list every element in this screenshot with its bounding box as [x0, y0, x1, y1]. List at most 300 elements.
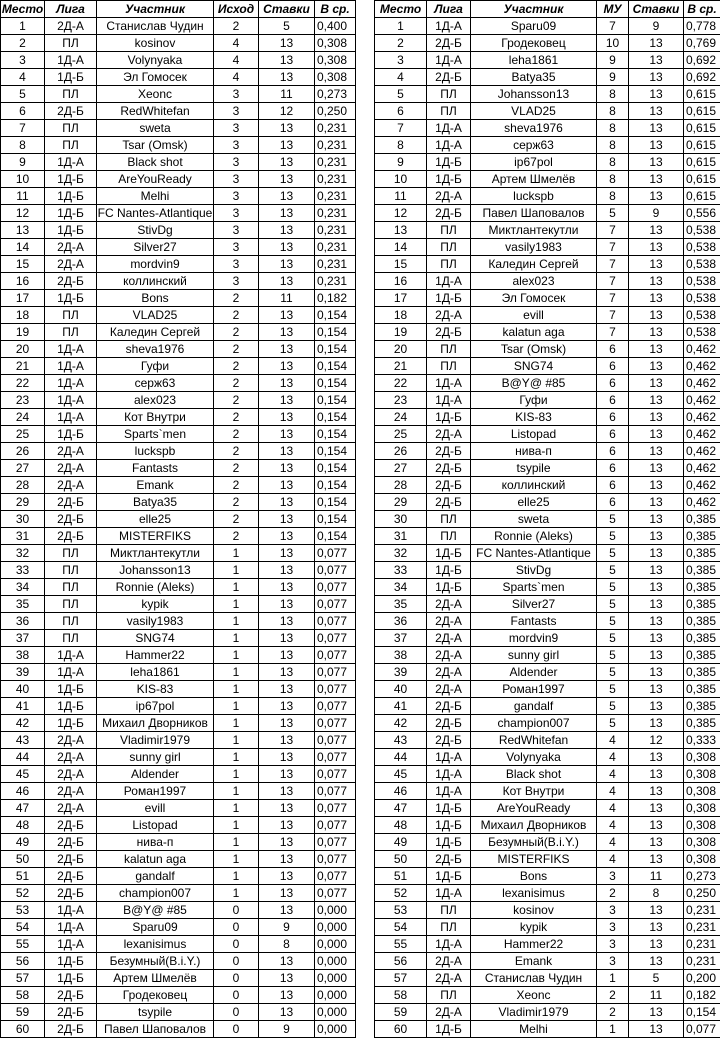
left-cell-league: ПЛ [45, 86, 97, 103]
left-cell-result: 1 [214, 596, 259, 613]
left-cell-average: 0,077 [315, 783, 356, 800]
left-cell-participant: Aldender [97, 766, 214, 783]
right-cell-average: 0,385 [684, 681, 720, 698]
left-cell-result: 3 [214, 154, 259, 171]
right-table-header-row [375, 1, 720, 18]
right-cell-participant: Миктлантекутли [471, 222, 597, 239]
left-cell-participant: Гродековец [97, 987, 214, 1004]
right-header-place: Место [375, 1, 427, 18]
left-cell-average: 0,250 [315, 103, 356, 120]
left-cell-bets: 13 [259, 409, 315, 426]
right-cell-participant: FC Nantes-Atlantique [471, 545, 597, 562]
left-cell-league: 2Д-Б [45, 1021, 97, 1038]
left-cell-average: 0,154 [315, 341, 356, 358]
left-cell-bets: 13 [259, 154, 315, 171]
right-cell-result: 8 [597, 103, 629, 120]
right-cell-league: 2Д-А [427, 613, 471, 630]
left-cell-result: 1 [214, 545, 259, 562]
left-cell-result: 4 [214, 69, 259, 86]
left-cell-participant: vasily1983 [97, 613, 214, 630]
left-cell-place: 46 [1, 783, 45, 800]
left-cell-average: 0,154 [315, 477, 356, 494]
right-cell-place: 50 [375, 851, 427, 868]
left-cell-result: 1 [214, 885, 259, 902]
right-cell-league: 1Д-Б [427, 545, 471, 562]
table-row [375, 715, 720, 732]
table-row [375, 443, 720, 460]
left-cell-average: 0,231 [315, 222, 356, 239]
left-cell-place: 41 [1, 698, 45, 715]
right-cell-place: 12 [375, 205, 427, 222]
right-cell-bets: 13 [629, 69, 684, 86]
right-cell-average: 0,615 [684, 154, 720, 171]
right-cell-result: 8 [597, 154, 629, 171]
left-cell-average: 0,077 [315, 868, 356, 885]
right-cell-result: 1 [597, 1021, 629, 1038]
left-cell-place: 3 [1, 52, 45, 69]
table-row [1, 35, 356, 52]
right-cell-bets: 12 [629, 732, 684, 749]
right-cell-place: 24 [375, 409, 427, 426]
left-cell-average: 0,154 [315, 409, 356, 426]
right-cell-participant: kalatun aga [471, 324, 597, 341]
right-cell-result: 7 [597, 307, 629, 324]
right-cell-result: 5 [597, 596, 629, 613]
left-cell-place: 17 [1, 290, 45, 307]
right-cell-result: 3 [597, 902, 629, 919]
right-cell-place: 46 [375, 783, 427, 800]
right-cell-participant: lexanisimus [471, 885, 597, 902]
left-cell-bets: 9 [259, 1021, 315, 1038]
left-table-header-row [1, 1, 356, 18]
right-cell-average: 0,231 [684, 919, 720, 936]
left-cell-result: 3 [214, 205, 259, 222]
right-cell-bets: 9 [629, 205, 684, 222]
left-cell-participant: KIS-83 [97, 681, 214, 698]
left-cell-average: 0,077 [315, 613, 356, 630]
left-cell-participant: sweta [97, 120, 214, 137]
left-cell-bets: 13 [259, 171, 315, 188]
right-cell-average: 0,308 [684, 834, 720, 851]
left-cell-bets: 13 [259, 392, 315, 409]
left-cell-result: 1 [214, 681, 259, 698]
left-cell-result: 0 [214, 970, 259, 987]
right-cell-bets: 13 [629, 766, 684, 783]
left-header-participant: Участник [97, 1, 214, 18]
right-cell-average: 0,769 [684, 35, 720, 52]
left-cell-league: ПЛ [45, 35, 97, 52]
left-cell-bets: 13 [259, 69, 315, 86]
left-cell-bets: 13 [259, 545, 315, 562]
right-cell-bets: 13 [629, 120, 684, 137]
table-row [375, 256, 720, 273]
right-cell-average: 0,182 [684, 987, 720, 1004]
right-cell-bets: 13 [629, 630, 684, 647]
left-cell-place: 19 [1, 324, 45, 341]
left-cell-place: 16 [1, 273, 45, 290]
left-cell-result: 2 [214, 375, 259, 392]
right-cell-league: ПЛ [427, 103, 471, 120]
right-cell-result: 3 [597, 936, 629, 953]
table-row [1, 154, 356, 171]
left-cell-bets: 13 [259, 324, 315, 341]
left-cell-bets: 13 [259, 120, 315, 137]
right-cell-bets: 11 [629, 987, 684, 1004]
right-cell-participant: Vladimir1979 [471, 1004, 597, 1021]
right-cell-result: 4 [597, 834, 629, 851]
left-cell-participant: sheva1976 [97, 341, 214, 358]
right-cell-participant: tsypile [471, 460, 597, 477]
left-cell-average: 0,077 [315, 749, 356, 766]
right-cell-place: 21 [375, 358, 427, 375]
table-row [375, 970, 720, 987]
right-cell-average: 0,308 [684, 851, 720, 868]
right-cell-bets: 13 [629, 1021, 684, 1038]
right-cell-bets: 13 [629, 953, 684, 970]
left-cell-league: ПЛ [45, 613, 97, 630]
table-row [1, 987, 356, 1004]
right-cell-league: ПЛ [427, 902, 471, 919]
right-cell-participant: AreYouReady [471, 800, 597, 817]
left-cell-average: 0,231 [315, 239, 356, 256]
left-cell-average: 0,000 [315, 1021, 356, 1038]
left-cell-result: 2 [214, 494, 259, 511]
left-header-average: В ср. [315, 1, 356, 18]
right-cell-bets: 13 [629, 222, 684, 239]
left-cell-league: 1Д-Б [45, 681, 97, 698]
right-cell-participant: Melhi [471, 1021, 597, 1038]
right-cell-result: 5 [597, 205, 629, 222]
table-row [375, 154, 720, 171]
left-cell-average: 0,231 [315, 120, 356, 137]
right-cell-result: 3 [597, 868, 629, 885]
left-cell-average: 0,077 [315, 885, 356, 902]
right-cell-league: ПЛ [427, 256, 471, 273]
left-cell-place: 8 [1, 137, 45, 154]
left-cell-place: 31 [1, 528, 45, 545]
right-cell-league: 2Д-А [427, 953, 471, 970]
left-cell-participant: коллинский [97, 273, 214, 290]
left-cell-average: 0,000 [315, 1004, 356, 1021]
right-cell-place: 28 [375, 477, 427, 494]
left-cell-average: 0,077 [315, 715, 356, 732]
left-cell-result: 1 [214, 664, 259, 681]
right-cell-league: 2Д-Б [427, 443, 471, 460]
right-cell-league: 1Д-А [427, 273, 471, 290]
right-cell-participant: Эл Гомосек [471, 290, 597, 307]
right-cell-league: 1Д-А [427, 749, 471, 766]
right-cell-bets: 13 [629, 919, 684, 936]
left-cell-result: 3 [214, 239, 259, 256]
left-cell-league: ПЛ [45, 545, 97, 562]
right-cell-average: 0,538 [684, 290, 720, 307]
right-cell-participant: Aldender [471, 664, 597, 681]
right-cell-participant: Fantasts [471, 613, 597, 630]
right-header-participant: Участник [471, 1, 597, 18]
right-cell-place: 58 [375, 987, 427, 1004]
table-row [375, 69, 720, 86]
left-cell-league: 2Д-Б [45, 851, 97, 868]
right-cell-bets: 13 [629, 664, 684, 681]
right-cell-bets: 13 [629, 596, 684, 613]
right-cell-average: 0,385 [684, 698, 720, 715]
right-cell-result: 5 [597, 715, 629, 732]
right-cell-average: 0,385 [684, 647, 720, 664]
right-cell-place: 16 [375, 273, 427, 290]
table-row [1, 970, 356, 987]
left-cell-place: 38 [1, 647, 45, 664]
left-cell-place: 28 [1, 477, 45, 494]
left-cell-league: ПЛ [45, 324, 97, 341]
left-cell-league: 1Д-Б [45, 715, 97, 732]
table-row [375, 273, 720, 290]
right-cell-average: 0,385 [684, 613, 720, 630]
left-cell-result: 1 [214, 749, 259, 766]
table-row [1, 562, 356, 579]
left-cell-league: 1Д-А [45, 919, 97, 936]
right-cell-average: 0,538 [684, 324, 720, 341]
right-cell-bets: 13 [629, 188, 684, 205]
left-cell-average: 0,077 [315, 766, 356, 783]
left-cell-place: 60 [1, 1021, 45, 1038]
left-cell-result: 3 [214, 171, 259, 188]
left-cell-participant: kosinov [97, 35, 214, 52]
right-cell-league: 2Д-Б [427, 698, 471, 715]
left-cell-place: 52 [1, 885, 45, 902]
left-cell-bets: 13 [259, 766, 315, 783]
right-cell-league: 1Д-А [427, 52, 471, 69]
right-cell-league: ПЛ [427, 222, 471, 239]
left-cell-league: 1Д-А [45, 647, 97, 664]
right-cell-result: 7 [597, 290, 629, 307]
table-row [1, 613, 356, 630]
right-cell-league: ПЛ [427, 528, 471, 545]
right-cell-participant: Каледин Сергей [471, 256, 597, 273]
left-cell-bets: 13 [259, 426, 315, 443]
left-cell-place: 23 [1, 392, 45, 409]
left-cell-place: 4 [1, 69, 45, 86]
left-cell-bets: 13 [259, 375, 315, 392]
table-row [375, 426, 720, 443]
left-cell-bets: 13 [259, 528, 315, 545]
left-cell-participant: Xeonc [97, 86, 214, 103]
left-cell-participant: Михаил Дворников [97, 715, 214, 732]
left-cell-average: 0,231 [315, 273, 356, 290]
right-cell-result: 6 [597, 358, 629, 375]
left-cell-average: 0,154 [315, 426, 356, 443]
left-cell-league: 1Д-Б [45, 698, 97, 715]
left-cell-participant: Tsar (Omsk) [97, 137, 214, 154]
left-cell-average: 0,154 [315, 324, 356, 341]
left-cell-bets: 13 [259, 902, 315, 919]
right-cell-place: 11 [375, 188, 427, 205]
left-cell-result: 1 [214, 868, 259, 885]
right-cell-average: 0,538 [684, 307, 720, 324]
table-row [375, 188, 720, 205]
right-cell-participant: серж63 [471, 137, 597, 154]
left-cell-result: 1 [214, 647, 259, 664]
left-cell-bets: 13 [259, 137, 315, 154]
left-cell-place: 54 [1, 919, 45, 936]
left-cell-league: 1Д-А [45, 341, 97, 358]
right-cell-result: 2 [597, 1004, 629, 1021]
right-cell-result: 7 [597, 222, 629, 239]
right-cell-average: 0,462 [684, 341, 720, 358]
left-cell-place: 53 [1, 902, 45, 919]
right-cell-average: 0,308 [684, 783, 720, 800]
left-cell-place: 29 [1, 494, 45, 511]
table-row [375, 511, 720, 528]
right-cell-place: 14 [375, 239, 427, 256]
left-cell-result: 2 [214, 409, 259, 426]
right-cell-league: 1Д-Б [427, 154, 471, 171]
right-cell-average: 0,615 [684, 86, 720, 103]
left-cell-average: 0,154 [315, 375, 356, 392]
table-row [1, 341, 356, 358]
left-cell-bets: 13 [259, 443, 315, 460]
left-cell-bets: 11 [259, 86, 315, 103]
left-cell-average: 0,231 [315, 171, 356, 188]
right-cell-bets: 13 [629, 239, 684, 256]
table-row [375, 171, 720, 188]
left-cell-result: 2 [214, 460, 259, 477]
right-cell-result: 2 [597, 987, 629, 1004]
right-cell-result: 8 [597, 120, 629, 137]
table-row [1, 477, 356, 494]
left-cell-place: 18 [1, 307, 45, 324]
left-cell-place: 2 [1, 35, 45, 52]
left-cell-place: 55 [1, 936, 45, 953]
table-row [375, 579, 720, 596]
left-cell-place: 14 [1, 239, 45, 256]
table-row [375, 1004, 720, 1021]
right-cell-place: 15 [375, 256, 427, 273]
right-cell-participant: Tsar (Omsk) [471, 341, 597, 358]
right-header-bets: Ставки [629, 1, 684, 18]
left-ranking-table [0, 0, 356, 1038]
right-cell-league: 2Д-А [427, 970, 471, 987]
right-cell-bets: 13 [629, 783, 684, 800]
right-cell-place: 8 [375, 137, 427, 154]
table-row [1, 52, 356, 69]
left-cell-result: 3 [214, 103, 259, 120]
left-cell-bets: 13 [259, 851, 315, 868]
left-cell-result: 1 [214, 851, 259, 868]
right-cell-average: 0,778 [684, 18, 720, 35]
left-cell-bets: 13 [259, 205, 315, 222]
table-row [375, 868, 720, 885]
right-cell-participant: Batya35 [471, 69, 597, 86]
right-cell-league: 1Д-Б [427, 817, 471, 834]
left-cell-result: 2 [214, 341, 259, 358]
left-cell-place: 25 [1, 426, 45, 443]
right-cell-bets: 13 [629, 579, 684, 596]
right-cell-result: 4 [597, 800, 629, 817]
right-cell-average: 0,615 [684, 103, 720, 120]
right-cell-place: 53 [375, 902, 427, 919]
right-cell-average: 0,385 [684, 630, 720, 647]
right-cell-result: 8 [597, 188, 629, 205]
right-cell-result: 8 [597, 137, 629, 154]
right-cell-bets: 13 [629, 902, 684, 919]
right-cell-participant: Роман1997 [471, 681, 597, 698]
table-row [1, 817, 356, 834]
left-cell-league: ПЛ [45, 120, 97, 137]
left-cell-average: 0,077 [315, 647, 356, 664]
table-row [375, 324, 720, 341]
left-cell-participant: B@Y@ #85 [97, 902, 214, 919]
left-cell-place: 45 [1, 766, 45, 783]
right-cell-bets: 8 [629, 885, 684, 902]
left-cell-result: 2 [214, 392, 259, 409]
right-cell-participant: B@Y@ #85 [471, 375, 597, 392]
right-cell-average: 0,462 [684, 392, 720, 409]
right-cell-place: 32 [375, 545, 427, 562]
table-row [1, 324, 356, 341]
left-header-place: Место [1, 2, 44, 16]
left-cell-result: 1 [214, 715, 259, 732]
table-row [375, 205, 720, 222]
left-cell-result: 1 [214, 800, 259, 817]
left-cell-result: 2 [214, 443, 259, 460]
right-cell-bets: 13 [629, 103, 684, 120]
left-cell-average: 0,154 [315, 392, 356, 409]
right-cell-place: 9 [375, 154, 427, 171]
left-cell-bets: 13 [259, 460, 315, 477]
right-cell-bets: 13 [629, 562, 684, 579]
right-cell-participant: Emank [471, 953, 597, 970]
left-cell-league: ПЛ [45, 562, 97, 579]
table-row [1, 171, 356, 188]
left-cell-result: 1 [214, 630, 259, 647]
left-cell-participant: Роман1997 [97, 783, 214, 800]
left-cell-result: 1 [214, 817, 259, 834]
table-row [1, 222, 356, 239]
left-cell-average: 0,400 [315, 18, 356, 35]
table-row [375, 630, 720, 647]
left-cell-result: 0 [214, 953, 259, 970]
left-cell-participant: kalatun aga [97, 851, 214, 868]
right-cell-result: 6 [597, 392, 629, 409]
left-cell-league: 2Д-Б [45, 834, 97, 851]
table-row [375, 409, 720, 426]
table-row [375, 392, 720, 409]
right-cell-bets: 13 [629, 528, 684, 545]
right-cell-place: 55 [375, 936, 427, 953]
table-row [1, 205, 356, 222]
left-cell-average: 0,154 [315, 494, 356, 511]
left-cell-participant: RedWhitefan [97, 103, 214, 120]
right-cell-place: 45 [375, 766, 427, 783]
right-cell-result: 5 [597, 528, 629, 545]
right-cell-result: 5 [597, 647, 629, 664]
right-cell-result: 3 [597, 953, 629, 970]
right-cell-place: 40 [375, 681, 427, 698]
table-row [375, 596, 720, 613]
table-row [1, 936, 356, 953]
right-cell-result: 5 [597, 562, 629, 579]
left-cell-average: 0,077 [315, 817, 356, 834]
right-cell-participant: alex023 [471, 273, 597, 290]
right-cell-participant: Артем Шмелёв [471, 171, 597, 188]
right-cell-bets: 13 [629, 86, 684, 103]
left-cell-league: 1Д-А [45, 154, 97, 171]
left-cell-bets: 13 [259, 562, 315, 579]
right-cell-result: 4 [597, 766, 629, 783]
right-cell-result: 8 [597, 171, 629, 188]
left-cell-league: ПЛ [45, 307, 97, 324]
table-row [1, 1021, 356, 1038]
